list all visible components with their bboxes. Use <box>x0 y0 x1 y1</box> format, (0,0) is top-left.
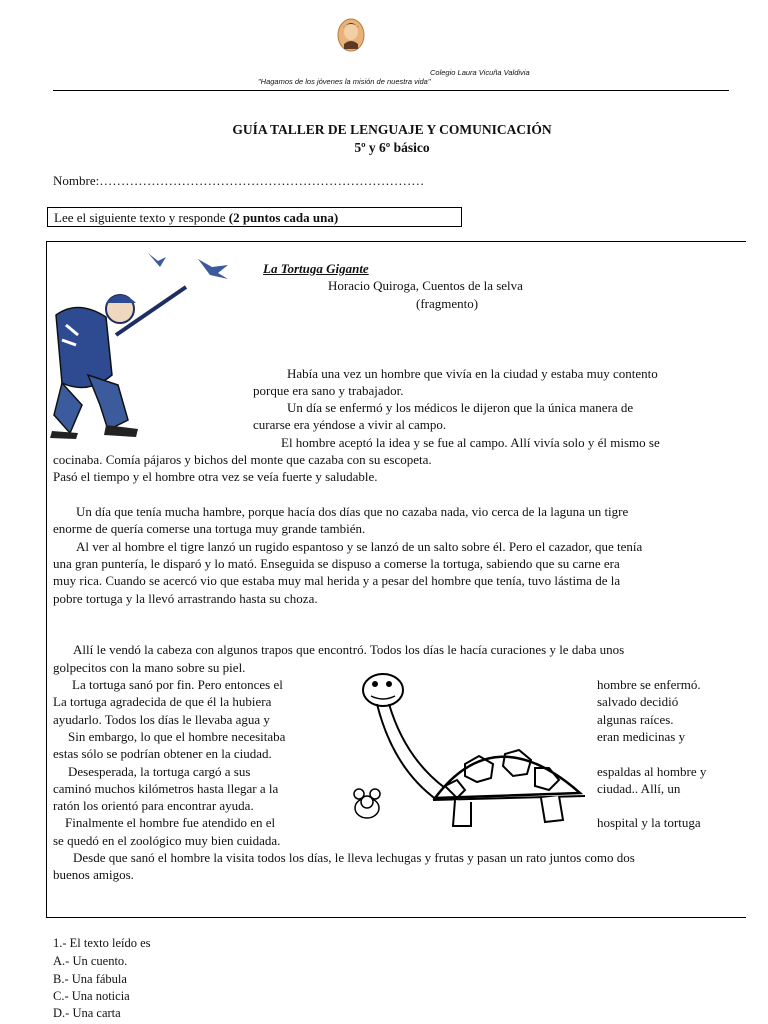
left-col-line: caminó muchos kilómetros hasta llegar a la <box>53 781 279 796</box>
left-col-line: se quedó en el zoológico muy bien cuidada. <box>53 833 281 848</box>
p2-line: una gran puntería, le disparó y lo mató. Enseguida se dispuso a comerse la tortuga, sabiendo que su carne era <box>53 556 620 571</box>
p2-line: pobre tortuga y la llevó arrastrando hasta su choza. <box>53 591 318 606</box>
p1-line: cocinaba. Comía pájaros y bichos del monte que cazaba con su escopeta. <box>53 452 432 467</box>
left-col-line: La tortuga agradecida de que él la hubiera <box>53 694 272 709</box>
p1-line: curarse era yéndose a vivir al campo. <box>253 417 447 432</box>
turtle-illustration <box>345 668 590 843</box>
p3-line: Allí le vendó la cabeza con algunos trapos que encontró. Todos los días le hacía curaciones y le daba unos <box>73 642 625 657</box>
option-c[interactable]: C.- Una noticia <box>53 989 130 1003</box>
page-subtitle: 5º y 6º básico <box>354 140 430 155</box>
right-col-line: eran medicinas y <box>597 729 686 744</box>
p2-line: Al ver al hombre el tigre lanzó un rugido espantoso y se lanzó de un salto sobre él. Pero el cazador, que tenía <box>76 539 643 554</box>
left-col-line: Finalmente el hombre fue atendido en el <box>65 815 276 830</box>
story-title: La Tortuga Gigante <box>263 261 369 276</box>
p3-line: golpecitos con la mano sobre su piel. <box>53 660 246 675</box>
name-field[interactable]: Nombre:………………………………………………………………… <box>53 173 425 188</box>
p2-line: Un día que tenía mucha hambre, porque hacía dos días que no cazaba nada, vio cerca de la laguna un tigre <box>76 504 629 519</box>
right-col-line: ciudad.. Allí, un <box>597 781 681 796</box>
page-title: GUÍA TALLER DE LENGUAJE Y COMUNICACIÓN <box>232 122 552 137</box>
right-col-line: algunas raíces. <box>597 712 674 727</box>
instruction-text: Lee el siguiente texto y responde (2 puntos cada una) <box>54 210 339 225</box>
right-col-line: espaldas al hombre y <box>597 764 707 779</box>
question-1: 1.- El texto leído es <box>53 936 151 950</box>
p2-line: muy rica. Cuando se acercó vio que estaba muy mal herida y a pesar del hombre que tenía, tuvo lástima de la <box>53 573 621 588</box>
p2-line: enorme de quería comerse una tortuga muy grande también. <box>53 521 366 536</box>
right-col-line: hospital y la tortuga <box>597 815 701 830</box>
p1-line: El hombre aceptó la idea y se fue al campo. Allí vivía solo y él mismo se <box>281 435 660 450</box>
right-col-line: hombre se enfermó. <box>597 677 701 692</box>
left-col-line: Desesperada, la tortuga cargó a sus <box>68 764 251 779</box>
story-fragment: (fragmento) <box>416 296 479 311</box>
left-col-line: estas sólo se podrían obtener en la ciudad. <box>53 746 272 761</box>
left-col-line: Sin embargo, lo que el hombre necesitaba <box>68 729 286 744</box>
option-a[interactable]: A.- Un cuento. <box>53 954 128 968</box>
left-col-line: La tortuga sanó por fin. Pero entonces el <box>72 677 283 692</box>
p1-line: Un día se enfermó y los médicos le dijeron que la única manera de <box>287 400 634 415</box>
hunter-illustration <box>48 245 248 440</box>
story-author: Horacio Quiroga, Cuentos de la selva <box>328 278 523 293</box>
right-col-line: salvado decidió <box>597 694 679 709</box>
option-b[interactable]: B.- Una fábula <box>53 972 127 986</box>
option-d[interactable]: D.- Una carta <box>53 1006 121 1020</box>
p1-line: Había una vez un hombre que vivía en la ciudad y estaba muy contento <box>287 366 658 381</box>
p4-line: Desde que sanó el hombre la visita todos los días, le lleva lechugas y frutas y pasan un rato juntos como dos <box>73 850 635 865</box>
school-motto: "Hagamos de los jóvenes la misión de nuestra vida" <box>258 77 431 86</box>
school-logo <box>337 18 365 52</box>
left-col-line: ratón los orientó para encontrar ayuda. <box>53 798 254 813</box>
school-name: Colegio Laura Vicuña Valdivia <box>430 68 530 77</box>
left-col-line: ayudarlo. Todos los días le llevaba agua y <box>53 712 270 727</box>
p4-line: buenos amigos. <box>53 867 134 882</box>
p1-line: porque era sano y trabajador. <box>253 383 404 398</box>
p1-line: Pasó el tiempo y el hombre otra vez se veía fuerte y saludable. <box>53 469 378 484</box>
header-rule <box>53 90 729 91</box>
